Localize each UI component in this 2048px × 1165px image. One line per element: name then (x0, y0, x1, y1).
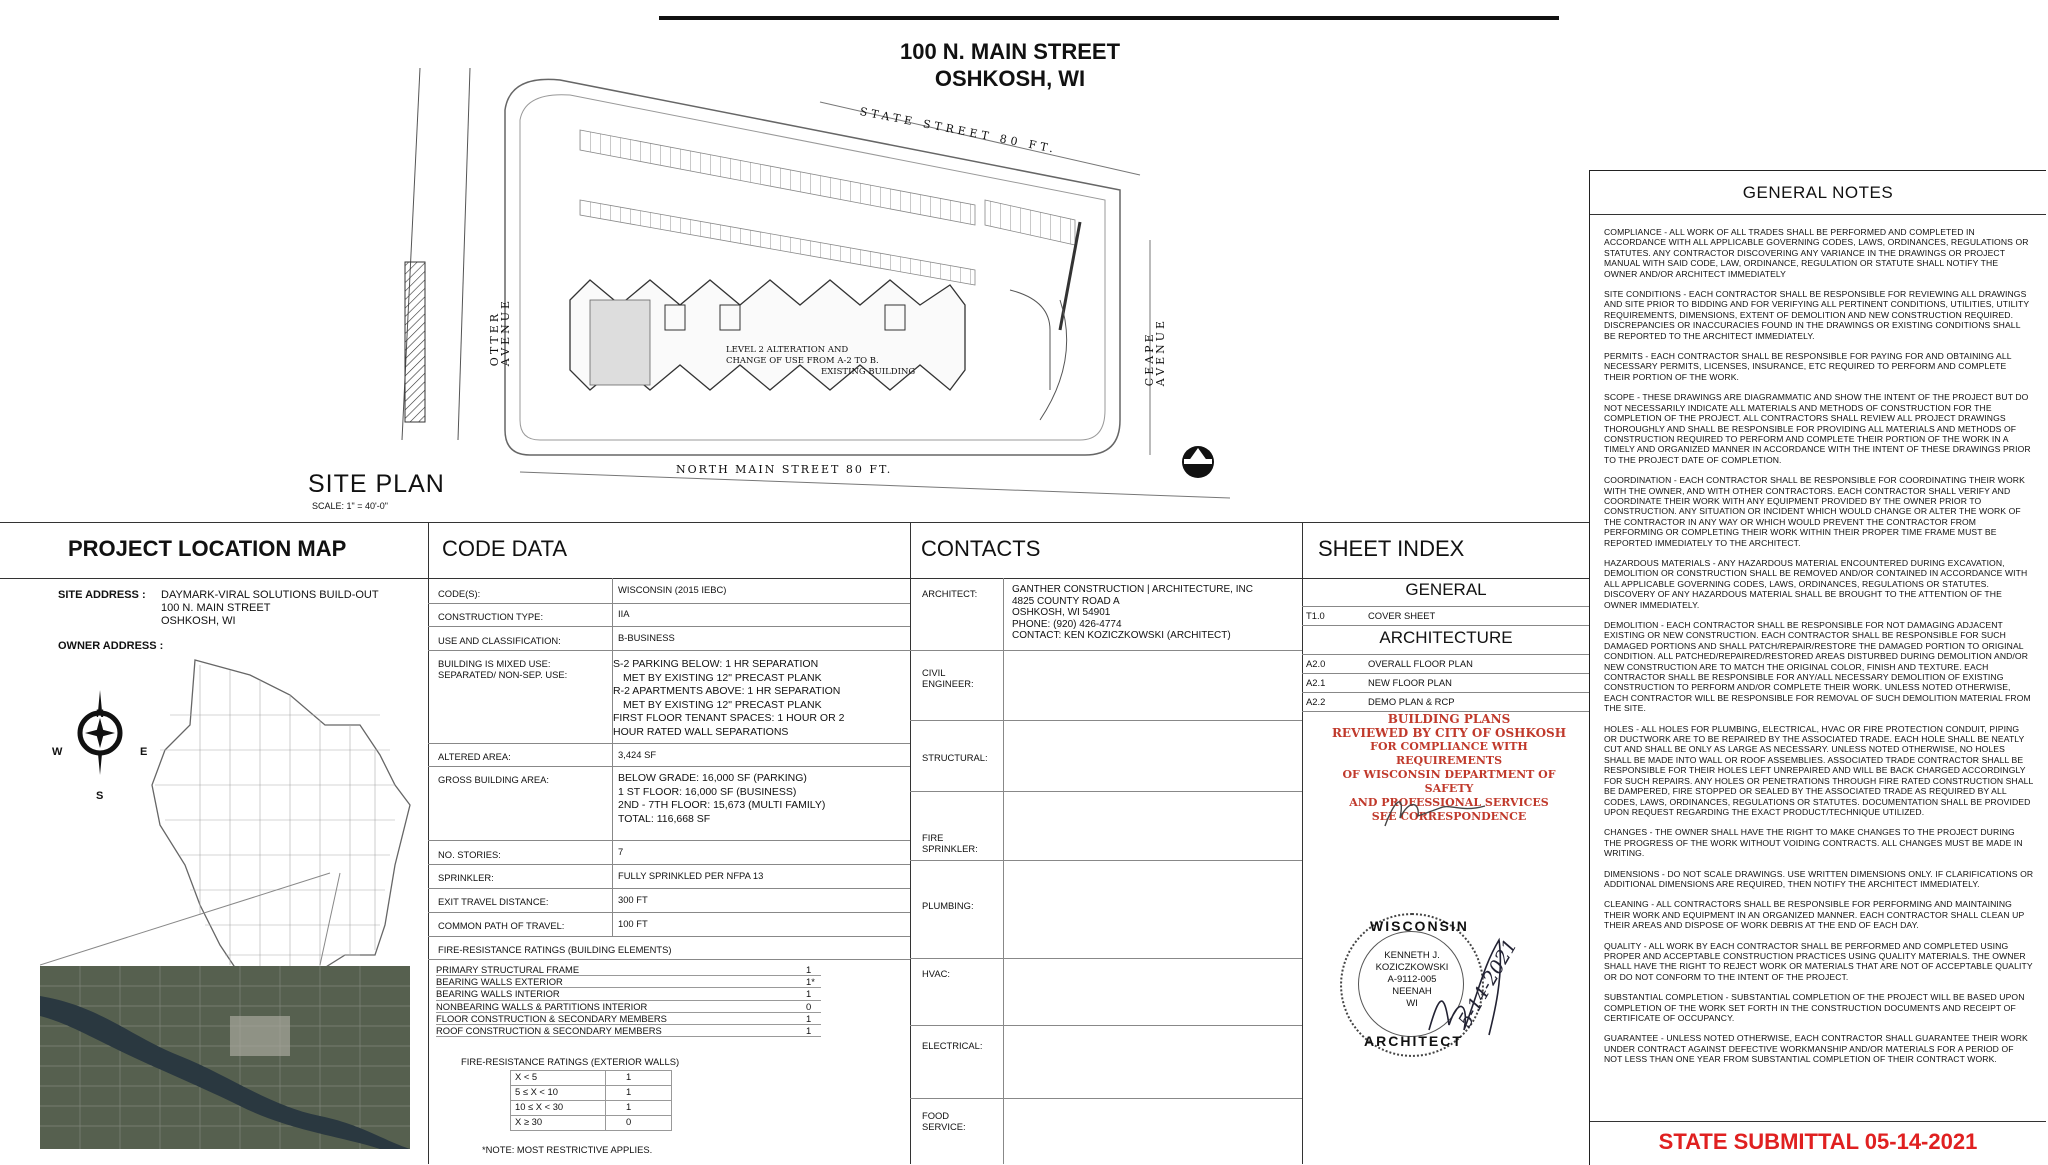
note-hazardous: HAZARDOUS MATERIALS - ANY HAZARDOUS MATERIAL ENCOUNTERED DURING EXCAVATION, DEMOLITION OR CONSTRUCTION SHALL BE REMOVED AND/OR CONTAINED IN ACCORDANCE WITH ALL APPLICABLE GOVERNING CODES, LAWS, ORDINANCES, REGULATIONS OR STATUTES. DISCOVERY OF ANY HAZARDOUS MATERIAL SHALL BE BROUGHT TO THE ATTENTION OF THE OWNER IMMEDIATELY. (1604, 557, 2028, 610)
gross-area-label: GROSS BUILDING AREA: (438, 774, 549, 785)
sheet-index-table (1302, 578, 1590, 712)
structural-label: STRUCTURAL: (922, 752, 988, 763)
sprinkler-label: SPRINKLER: (438, 872, 494, 883)
site-plan-scale: SCALE: 1" = 40'-0" (312, 501, 388, 511)
sheet-row: A2.2 DEMO PLAN & RCP (1302, 693, 1590, 712)
architect-label: ARCHITECT: (922, 588, 978, 599)
state-street-label: STATE STREET 80 FT. (858, 104, 1059, 157)
compass-e: E (140, 746, 148, 758)
architect-info: GANTHER CONSTRUCTION | ARCHITECTURE, INC 4825 COUNTY ROAD A OSHKOSH, WI 54901 PHONE: (920) 426-4774 CONTACT: KEN KOZICZKOWSKI (ARCHITECT) (1012, 584, 1253, 641)
compass-n: N (96, 708, 104, 720)
note-cleaning: CLEANING - ALL CONTRACTORS SHALL BE RESPONSIBLE FOR PERFORMING AND MAINTAINING THEIR WORK AND EQUIPMENT IN AN ORGANIZED MANNER. EACH CONTRACTOR SHALL CLEAN UP THEIR AREAS AND DISPOSE OF WORK DEBRIS AT THE END OF EACH DAY. (1604, 899, 2025, 931)
site-address: DAYMARK-VIRAL SOLUTIONS BUILD-OUT 100 N. MAIN STREET OSHKOSH, WI (161, 589, 379, 627)
sheet-group-architecture: ARCHITECTURE (1302, 626, 1590, 655)
food-service-label: FOOD SERVICE: (922, 1110, 966, 1133)
site-plan-title: SITE PLAN (308, 470, 445, 498)
gross-area-values: BELOW GRADE: 16,000 SF (PARKING) 1 ST FLOOR: 16,000 SF (BUSINESS) 2ND - 7TH FLOOR: 15,673 (MULTI FAMILY) TOTAL: 116,668 SF (618, 772, 826, 825)
contacts-title: CONTACTS (921, 536, 1041, 561)
ext-row: X < 5 1 (511, 1071, 671, 1086)
aerial-photo (40, 966, 410, 1149)
review-stamp: BUILDING PLANS REVIEWED BY CITY OF OSHKOSH FOR COMPLIANCE WITH REQUIREMENTS OF WISCONSIN DEPARTMENT OF SAFETY AND PROFESSIONAL SERVICES SEE CORRESPONDENCE (1331, 712, 1567, 823)
note-holes: HOLES - ALL HOLES FOR PLUMBING, ELECTRICAL, HVAC OR FIRE PROTECTION CONDUIT, PIPING OR DUCTWORK ARE TO BE REPAIRED BY THE ASSOCIATED TRADE. EACH HOLE SHALL BE NEATLY CUT AND SHALL BE ONLY AS LARGE AS NECESSARY. UNLESS NOTED OTHERWISE, NO HOLES SHALL BE MADE INTO WALL OR ROOF ASSEMBLIES. ASSOCIATED TRADE CONTRACTOR SHALL BE RESPONSIBLE FOR THEIR HOLES LEFT UNREPAIRED AND WILL BE BACK CHARGED ACCORDINGLY FOR SUCH REPAIRS. ANY HOLES OR PENETRATIONS THROUGH FIRE RATED CONSTRUCTION SHALL BE DAMPERED, FIRE STOPPED OR SEALED BY THE ASSOCIATED TRADE AS REQUIRED BY ALL CODES, LAWS, ORDINANCES, REGULATIONS OR STATUTES. DOCUMENTATION SHALL BE PROVIDED UPON REQUEST REGARDING THE EXACT PRODUCT/TECHNIQUE UTILIZED. (1604, 723, 2034, 817)
civil-engineer-label: CIVIL ENGINEER: (922, 667, 974, 690)
general-notes-panel (1589, 170, 2046, 1165)
fire-row: FLOOR CONSTRUCTION & SECONDARY MEMBERS 1 (436, 1013, 821, 1025)
use-classification-value: B-BUSINESS (618, 632, 675, 643)
divider-main (0, 522, 1590, 523)
electrical-label: ELECTRICAL: (922, 1040, 983, 1051)
north-main-street-label: NORTH MAIN STREET 80 FT. (676, 463, 893, 476)
exterior-ratings-table (510, 1070, 672, 1131)
stories-value: 7 (618, 846, 624, 857)
ceape-avenue-label: CEAPE AVENUE (1142, 317, 1167, 387)
contacts-table (910, 578, 1302, 1164)
use-classification-label: USE AND CLASSIFICATION: (438, 635, 561, 646)
compass-rose (70, 690, 130, 800)
otter-avenue-label: OTTER AVENUE (487, 297, 512, 367)
common-path-label: COMMON PATH OF TRAVEL: (438, 920, 565, 931)
owner-address-label: OWNER ADDRESS : (58, 640, 164, 652)
hvac-label: HVAC: (922, 968, 950, 979)
note-compliance: COMPLIANCE - ALL WORK OF ALL TRADES SHALL BE PERFORMED AND COMPLETED IN ACCORDANCE WITH ALL APPLICABLE GOVERNING CODES, LAWS, ORDINANCES, REGULATIONS OR STATUTES. ANY CONTRACTOR DISCOVERING ANY VARIANCE IN THE DRAWINGS OR PROJECT MANUAL WITH SAID CODE, LAW, ORDINANCE, REGULATION OR STATUTE SHALL NOTIFY THE OWNER AND/OR ARCHITECT IMMEDIATELY (1604, 227, 2029, 279)
exterior-ratings-title: FIRE-RESISTANCE RATINGS (EXTERIOR WALLS) (461, 1056, 680, 1067)
fire-ratings-table (436, 964, 821, 1037)
fire-row: BEARING WALLS INTERIOR 1 (436, 988, 821, 1000)
project-title-line2: OSHKOSH, WI (934, 66, 1086, 91)
note-dimensions: DIMENSIONS - DO NOT SCALE DRAWINGS. USE WRITTEN DIMENSIONS ONLY. IF CLARIFICATIONS OR ADDITIONAL DIMENSIONS ARE REQUIRED, THEN NOTIFY THE ARCHITECT IMMEDIATELY. (1604, 868, 2034, 889)
ext-row: X ≥ 30 0 (511, 1116, 671, 1130)
altered-area-label: ALTERED AREA: (438, 751, 511, 762)
ext-row: 5 ≤ X < 10 1 (511, 1086, 671, 1101)
fire-row: ROOF CONSTRUCTION & SECONDARY MEMBERS 1 (436, 1025, 821, 1037)
altered-area-value: 3,424 SF (618, 749, 657, 760)
project-title-line1: 100 N. MAIN STREET (899, 39, 1121, 64)
mixed-use-label: BUILDING IS MIXED USE: SEPARATED/ NON-SEP. USE: (438, 658, 568, 681)
sheet-index-title: SHEET INDEX (1318, 536, 1465, 561)
note-changes: CHANGES - THE OWNER SHALL HAVE THE RIGHT TO MAKE CHANGES TO THE PROJECT DURING THE PROGRESS OF THE WORK WITHOUT VOIDING CONTRACTS. ALL CHANGES MUST BE MADE IN WRITING. (1604, 827, 2023, 859)
sheet-row: A2.0 OVERALL FLOOR PLAN (1302, 655, 1590, 674)
construction-type-label: CONSTRUCTION TYPE: (438, 611, 544, 622)
compass-s: S (96, 790, 104, 802)
title-bar (659, 16, 1559, 20)
fire-ratings-title: FIRE-RESISTANCE RATINGS (BUILDING ELEMENTS) (438, 944, 672, 955)
note-coordination: COORDINATION - EACH CONTRACTOR SHALL BE RESPONSIBLE FOR COORDINATING THEIR WORK WITH THE OWNER, AND WITH OTHER CONTRACTORS. EACH CONTRACTOR SHALL VERIFY AND COORDINATE THEIR WORK WITH ANY EQUIPMENT PROVIDED BY THE OWNER PRIOR TO CONSTRUCTION. ANY SITUATION OR INCIDENT WHICH WOULD CHANGE OR ALTER THE WORK OF THE CONTRACTOR IN ANY WAY OR WHICH WOULD PREVENT THE CONTRACTOR FROM PERFORMING OR COMPLETING THEIR WORK WITHIN THEIR PROPER TIME FRAME MUST BE REPORTED IMMEDIATELY TO THE ARCHITECT. (1604, 475, 2025, 548)
compass-w: W (52, 746, 63, 758)
mixed-use-values: S-2 PARKING BELOW: 1 HR SEPARATION MET BY EXISTING 12" PRECAST PLANK R-2 APARTMENTS ABOVE: 1 HR SEPARATION MET BY EXISTING 12" PRECAST PLANK FIRST FLOOR TENANT SPACES: 1 HOUR OR 2 HOUR RATED WALL SEPARATIONS (613, 658, 845, 738)
architect-seal: WISCONSIN ARCHITECT KENNETH J. KOZICZKOWSKI A-9112-005 NEENAH WI (1340, 913, 1484, 1057)
fire-sprinkler-label: FIRE SPRINKLER: (922, 832, 978, 855)
state-submittal: STATE SUBMITTAL 05-14-2021 (1658, 1129, 1978, 1154)
note-quality: QUALITY - ALL WORK BY EACH CONTRACTOR SHALL BE PERFORMED AND COMPLETED USING PROPER AND ACCEPTABLE CONSTRUCTION PRACTICES USING QUALITY MATERIALS. THE OWNER SHALL HAVE THE RIGHT TO REJECT WORK OR MATERIALS THAT ARE NOT OF ACCEPTABLE QUALITY OR DO NOT CONFORM TO THE INTENT OF THE PROJECT. (1604, 940, 2033, 982)
code-data-title: CODE DATA (442, 536, 568, 561)
fire-row: PRIMARY STRUCTURAL FRAME 1 (436, 964, 821, 976)
review-signature (1380, 788, 1490, 833)
note-scope: SCOPE - THESE DRAWINGS ARE DIAGRAMMATIC AND SHOW THE INTENT OF THE PROJECT BUT DO NOT NECESSARILY INDICATE ALL MATERIALS AND METHODS OF CONSTRUCTION FOR THE COMPLETION OF THE PROJECT. ALL CONTRACTORS SHALL REVIEW ALL PROJECT DRAWINGS THOROUGHLY AND SHALL BE RESPONSIBLE FOR PROVIDING ALL MATERIALS AND METHODS OF CONSTRUCTION REQUIRED TO PERFORM AND COMPLETE THEIR PORTION OF THE WORK IN A TIMELY AND ORGANIZED MANNER IN ACCORDANCE WITH THE INTENT OF THESE DRAWINGS PRIOR TO THE PROJECT DATE OF COMPLETION. (1604, 392, 2031, 465)
building-note: LEVEL 2 ALTERATION AND CHANGE OF USE FROM A-2 TO B. EXISTING BUILDING (726, 345, 916, 377)
fire-row: BEARING WALLS EXTERIOR 1* (436, 976, 821, 988)
sheet-row: A2.1 NEW FLOOR PLAN (1302, 674, 1590, 693)
code-value: WISCONSIN (2015 IEBC) (618, 584, 727, 595)
note-guarantee: GUARANTEE - UNLESS NOTED OTHERWISE, EACH CONTRACTOR SHALL GUARANTEE THEIR WORK UNDER CONTRACT AGAINST DEFECTIVE WORKMANSHIP AND/OR MATERIALS FOR A PERIOD OF NOT LESS THAN ONE YEAR FROM SUBSTANTIAL COMPLETION OF THEIR CONTRACT WORK. (1604, 1033, 2028, 1065)
sheet-row: T1.0 COVER SHEET (1302, 607, 1590, 626)
plumbing-label: PLUMBING: (922, 900, 974, 911)
fire-row: NONBEARING WALLS & PARTITIONS INTERIOR 0 (436, 1001, 821, 1013)
location-map-title: PROJECT LOCATION MAP (68, 536, 347, 561)
ext-row: 10 ≤ X < 30 1 (511, 1101, 671, 1116)
sprinkler-value: FULLY SPRINKLED PER NFPA 13 (618, 870, 764, 881)
construction-type-value: IIA (618, 608, 630, 619)
note-site-conditions: SITE CONDITIONS - EACH CONTRACTOR SHALL BE RESPONSIBLE FOR REVIEWING ALL DRAWINGS AND SITE PRIOR TO BIDDING AND FOR VERIFYING ALL PERTINENT CONDITIONS, UTILITIES, UTILITY REQUIREMENTS, DIMENSIONS, EXTENT OF DEMOLITION AND NEW CONSTRUCTION REQUIRED. DISCREPANCIES OR INACCURACIES FOUND IN THE DRAWINGS OR EXISTING CONDITIONS SHALL BE REPORTED TO THE ARCHITECT IMMEDIATELY. (1604, 289, 2030, 341)
common-path-value: 100 FT (618, 918, 648, 929)
sheet-group-general: GENERAL (1302, 578, 1590, 607)
code-label: CODE(S): (438, 588, 481, 599)
note-substantial: SUBSTANTIAL COMPLETION - SUBSTANTIAL COMPLETION OF THE PROJECT WILL BE BASED UPON COMPLETION OF THE WORK SET FORTH IN THE CONSTRUCTION DOCUMENTS AND RECEIPT OF CERTIFICATE OF OCCUPANCY. (1604, 992, 2025, 1023)
note-demolition: DEMOLITION - EACH CONTRACTOR SHALL BE RESPONSIBLE FOR NOT DAMAGING ADJACENT EXISTING OR NEW CONSTRUCTION. EACH CONTRACTOR SHALL BE RESPONSIBLE FOR SUCH DAMAGED PORTIONS AND SHALL PATCH/REPAIR/RESTORE THE DAMAGED PORTION TO ORIGINAL CONDITION. ALL PATCHED/REPAIRED/RESTORED AREAS DISTURBED DURING DEMOLITION AND/OR NEW CONSTRUCTION ARE TO MATCH THE ORIGINAL COLOR, FINISH AND TEXTURE. EACH CONTRACTOR SHALL BE RESPONSIBLE FOR ANY/ALL NECESSARY DEMOLITION OF EXISTING CONSTRUCTION TO PERFORM AND/OR COMPLETE THEIR WORK. UNLESS NOTED OTHERWISE, EACH CONTRACTOR WILL BE RESPONSIBLE FOR REMOVAL OF SUCH DEMOLITION MATERIAL FROM THE SITE. (1604, 620, 2031, 714)
code-note: *NOTE: MOST RESTRICTIVE APPLIES. (482, 1144, 653, 1155)
exit-travel-value: 300 FT (618, 894, 648, 905)
exit-travel-label: EXIT TRAVEL DISTANCE: (438, 896, 549, 907)
seal-date: 5-14-2021 (1454, 935, 1522, 1031)
stories-label: NO. STORIES: (438, 849, 501, 860)
general-notes-list (1604, 227, 2034, 1075)
code-data-table (428, 578, 910, 1164)
note-permits: PERMITS - EACH CONTRACTOR SHALL BE RESPONSIBLE FOR PAYING FOR AND OBTAINING ALL NECESSARY PERMITS, LICENSES, INSURANCE, ETC REQUIRED TO PERFORM AND COMPLETE THEIR PORTION OF THE WORK. (1604, 351, 2012, 382)
general-notes-title: GENERAL NOTES (1742, 183, 1894, 202)
site-address-label: SITE ADDRESS : (58, 589, 146, 601)
